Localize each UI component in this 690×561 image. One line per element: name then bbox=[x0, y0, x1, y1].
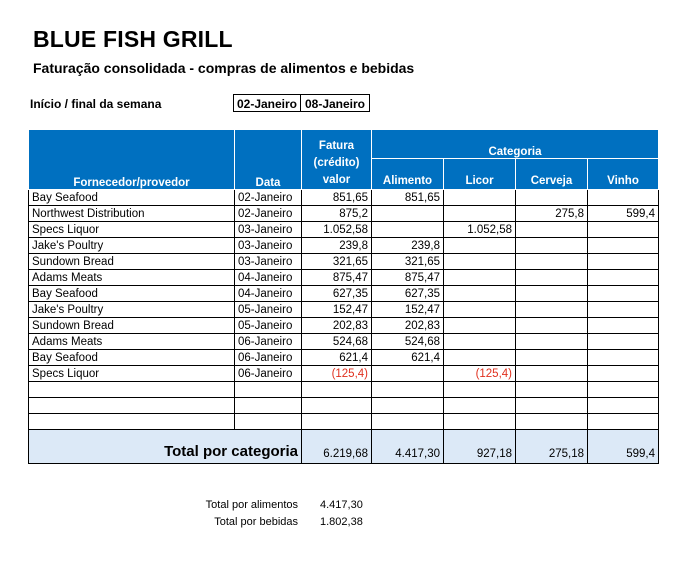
beer-cell[interactable] bbox=[516, 190, 588, 206]
header-beer[interactable]: Cerveja bbox=[516, 159, 588, 190]
supplier-cell[interactable]: Jake's Poultry bbox=[29, 238, 235, 254]
food-cell[interactable]: 239,8 bbox=[372, 238, 444, 254]
summary-food-label: Total por alimentos bbox=[205, 499, 298, 511]
wine-cell[interactable] bbox=[588, 350, 659, 366]
header-date[interactable]: Data bbox=[235, 130, 302, 190]
wine-cell[interactable] bbox=[588, 302, 659, 318]
table-row bbox=[29, 302, 659, 318]
table-row bbox=[29, 286, 659, 302]
beer-cell[interactable] bbox=[516, 270, 588, 286]
page-title: BLUE FISH GRILL bbox=[33, 26, 233, 52]
beer-cell[interactable] bbox=[516, 366, 588, 382]
wine-cell[interactable] bbox=[588, 318, 659, 334]
empty-wine-cell[interactable] bbox=[588, 414, 659, 430]
liquor-cell[interactable] bbox=[444, 254, 516, 270]
food-cell[interactable]: 152,47 bbox=[372, 302, 444, 318]
date-cell[interactable]: 04-Janeiro bbox=[235, 286, 302, 302]
empty-food-cell[interactable] bbox=[372, 398, 444, 414]
liquor-cell[interactable] bbox=[444, 302, 516, 318]
empty-invoice-cell[interactable] bbox=[302, 398, 372, 414]
food-cell[interactable]: 851,65 bbox=[372, 190, 444, 206]
totals-row bbox=[29, 430, 659, 464]
header-liquor[interactable]: Licor bbox=[444, 159, 516, 190]
wine-cell[interactable] bbox=[588, 334, 659, 350]
wine-cell[interactable]: 599,4 bbox=[588, 206, 659, 222]
liquor-cell[interactable] bbox=[444, 270, 516, 286]
food-cell[interactable]: 321,65 bbox=[372, 254, 444, 270]
food-cell[interactable] bbox=[372, 222, 444, 238]
beer-cell[interactable]: 275,8 bbox=[516, 206, 588, 222]
empty-date-cell[interactable] bbox=[235, 382, 302, 398]
invoice-cell[interactable]: 524,68 bbox=[302, 334, 372, 350]
empty-invoice-cell[interactable] bbox=[302, 414, 372, 430]
table-row bbox=[29, 254, 659, 270]
summary-food-value: 4.417,30 bbox=[320, 499, 363, 511]
wine-cell[interactable] bbox=[588, 254, 659, 270]
date-cell[interactable]: 05-Janeiro bbox=[235, 302, 302, 318]
beer-cell[interactable] bbox=[516, 302, 588, 318]
week-end-cell[interactable]: 08-Janeiro bbox=[300, 94, 370, 112]
supplier-cell[interactable]: Bay Seafood bbox=[29, 350, 235, 366]
table-row bbox=[29, 318, 659, 334]
table-row bbox=[29, 238, 659, 254]
table-row bbox=[29, 206, 659, 222]
beer-cell[interactable] bbox=[516, 222, 588, 238]
food-cell[interactable]: 875,47 bbox=[372, 270, 444, 286]
invoice-cell[interactable]: 875,47 bbox=[302, 270, 372, 286]
header-invoice-line1: Fatura bbox=[318, 140, 355, 152]
empty-row bbox=[29, 382, 659, 398]
invoice-cell[interactable]: 202,83 bbox=[302, 318, 372, 334]
date-cell[interactable]: 02-Janeiro bbox=[235, 190, 302, 206]
liquor-cell[interactable] bbox=[444, 350, 516, 366]
food-cell[interactable] bbox=[372, 206, 444, 222]
supplier-cell[interactable]: Sundown Bread bbox=[29, 254, 235, 270]
liquor-cell[interactable] bbox=[444, 334, 516, 350]
empty-beer-cell[interactable] bbox=[516, 382, 588, 398]
totals-beer-cell[interactable]: 275,18 bbox=[516, 430, 588, 464]
date-cell[interactable]: 06-Janeiro bbox=[235, 334, 302, 350]
date-cell[interactable]: 03-Janeiro bbox=[235, 254, 302, 270]
table-row bbox=[29, 334, 659, 350]
invoice-cell[interactable]: 1.052,58 bbox=[302, 222, 372, 238]
supplier-cell[interactable]: Northwest Distribution bbox=[29, 206, 235, 222]
empty-supplier-cell[interactable] bbox=[29, 398, 235, 414]
empty-wine-cell[interactable] bbox=[588, 398, 659, 414]
empty-wine-cell[interactable] bbox=[588, 382, 659, 398]
invoice-cell[interactable]: 239,8 bbox=[302, 238, 372, 254]
empty-row bbox=[29, 414, 659, 430]
wine-cell[interactable] bbox=[588, 190, 659, 206]
wine-cell[interactable] bbox=[588, 366, 659, 382]
table-row bbox=[29, 366, 659, 382]
empty-food-cell[interactable] bbox=[372, 414, 444, 430]
summary-beverage-value: 1.802,38 bbox=[320, 516, 363, 528]
week-label: Início / final da semana bbox=[30, 97, 162, 111]
empty-beer-cell[interactable] bbox=[516, 398, 588, 414]
summary-beverage-label: Total por bebidas bbox=[214, 516, 298, 528]
supplier-cell[interactable]: Sundown Bread bbox=[29, 318, 235, 334]
table-row bbox=[29, 190, 659, 206]
invoice-cell[interactable]: 321,65 bbox=[302, 254, 372, 270]
header-invoice-line3: valor bbox=[322, 174, 351, 186]
empty-supplier-cell[interactable] bbox=[29, 382, 235, 398]
empty-invoice-cell[interactable] bbox=[302, 382, 372, 398]
week-start-cell[interactable]: 02-Janeiro bbox=[233, 94, 301, 112]
empty-beer-cell[interactable] bbox=[516, 414, 588, 430]
invoice-cell[interactable]: (125,4) bbox=[302, 366, 372, 382]
liquor-cell[interactable] bbox=[444, 318, 516, 334]
header-food[interactable]: Alimento bbox=[372, 159, 444, 190]
totals-liquor-cell[interactable]: 927,18 bbox=[444, 430, 516, 464]
wine-cell[interactable] bbox=[588, 286, 659, 302]
invoice-cell[interactable]: 621,4 bbox=[302, 350, 372, 366]
header-invoice[interactable] bbox=[302, 130, 372, 190]
table-row bbox=[29, 270, 659, 286]
supplier-cell[interactable]: Bay Seafood bbox=[29, 190, 235, 206]
liquor-cell[interactable] bbox=[444, 206, 516, 222]
invoice-table bbox=[28, 129, 659, 464]
beer-cell[interactable] bbox=[516, 254, 588, 270]
wine-cell[interactable] bbox=[588, 222, 659, 238]
wine-cell[interactable] bbox=[588, 238, 659, 254]
empty-row bbox=[29, 398, 659, 414]
supplier-cell[interactable]: Jake's Poultry bbox=[29, 302, 235, 318]
totals-food-cell[interactable]: 4.417,30 bbox=[372, 430, 444, 464]
table-row bbox=[29, 350, 659, 366]
invoice-table-body bbox=[29, 190, 659, 430]
beer-cell[interactable] bbox=[516, 318, 588, 334]
beer-cell[interactable] bbox=[516, 350, 588, 366]
date-cell[interactable]: 05-Janeiro bbox=[235, 318, 302, 334]
liquor-cell[interactable]: (125,4) bbox=[444, 366, 516, 382]
liquor-cell[interactable]: 1.052,58 bbox=[444, 222, 516, 238]
date-cell[interactable]: 02-Janeiro bbox=[235, 206, 302, 222]
food-cell[interactable]: 621,4 bbox=[372, 350, 444, 366]
food-cell[interactable]: 524,68 bbox=[372, 334, 444, 350]
food-cell[interactable]: 627,35 bbox=[372, 286, 444, 302]
food-cell[interactable] bbox=[372, 366, 444, 382]
date-cell[interactable]: 03-Janeiro bbox=[235, 222, 302, 238]
liquor-cell[interactable] bbox=[444, 286, 516, 302]
liquor-cell[interactable] bbox=[444, 238, 516, 254]
food-cell[interactable]: 202,83 bbox=[372, 318, 444, 334]
supplier-cell[interactable]: Bay Seafood bbox=[29, 286, 235, 302]
supplier-cell[interactable]: Specs Liquor bbox=[29, 366, 235, 382]
table-row bbox=[29, 222, 659, 238]
totals-label[interactable]: Total por categoria bbox=[29, 430, 302, 464]
empty-date-cell[interactable] bbox=[235, 398, 302, 414]
date-cell[interactable]: 06-Janeiro bbox=[235, 350, 302, 366]
date-cell[interactable]: 04-Janeiro bbox=[235, 270, 302, 286]
invoice-cell[interactable]: 152,47 bbox=[302, 302, 372, 318]
totals-invoice-cell[interactable]: 6.219,68 bbox=[302, 430, 372, 464]
totals-wine-cell[interactable]: 599,4 bbox=[588, 430, 659, 464]
supplier-cell[interactable]: Specs Liquor bbox=[29, 222, 235, 238]
invoice-cell[interactable]: 627,35 bbox=[302, 286, 372, 302]
invoice-cell[interactable]: 875,2 bbox=[302, 206, 372, 222]
header-wine[interactable]: Vinho bbox=[588, 159, 659, 190]
header-invoice-line2: (crédito) bbox=[313, 157, 360, 169]
date-cell[interactable]: 03-Janeiro bbox=[235, 238, 302, 254]
header-supplier[interactable]: Fornecedor/provedor bbox=[29, 130, 235, 190]
supplier-cell[interactable]: Adams Meats bbox=[29, 270, 235, 286]
supplier-cell[interactable]: Adams Meats bbox=[29, 334, 235, 350]
empty-liquor-cell[interactable] bbox=[444, 382, 516, 398]
beer-cell[interactable] bbox=[516, 286, 588, 302]
beer-cell[interactable] bbox=[516, 334, 588, 350]
beer-cell[interactable] bbox=[516, 238, 588, 254]
empty-date-cell[interactable] bbox=[235, 414, 302, 430]
page-subtitle: Faturação consolidada - compras de alimentos e bebidas bbox=[33, 60, 415, 76]
empty-liquor-cell[interactable] bbox=[444, 398, 516, 414]
header-category[interactable]: Categoria bbox=[372, 130, 659, 159]
date-cell[interactable]: 06-Janeiro bbox=[235, 366, 302, 382]
empty-liquor-cell[interactable] bbox=[444, 414, 516, 430]
empty-supplier-cell[interactable] bbox=[29, 414, 235, 430]
empty-food-cell[interactable] bbox=[372, 382, 444, 398]
liquor-cell[interactable] bbox=[444, 190, 516, 206]
wine-cell[interactable] bbox=[588, 270, 659, 286]
invoice-cell[interactable]: 851,65 bbox=[302, 190, 372, 206]
